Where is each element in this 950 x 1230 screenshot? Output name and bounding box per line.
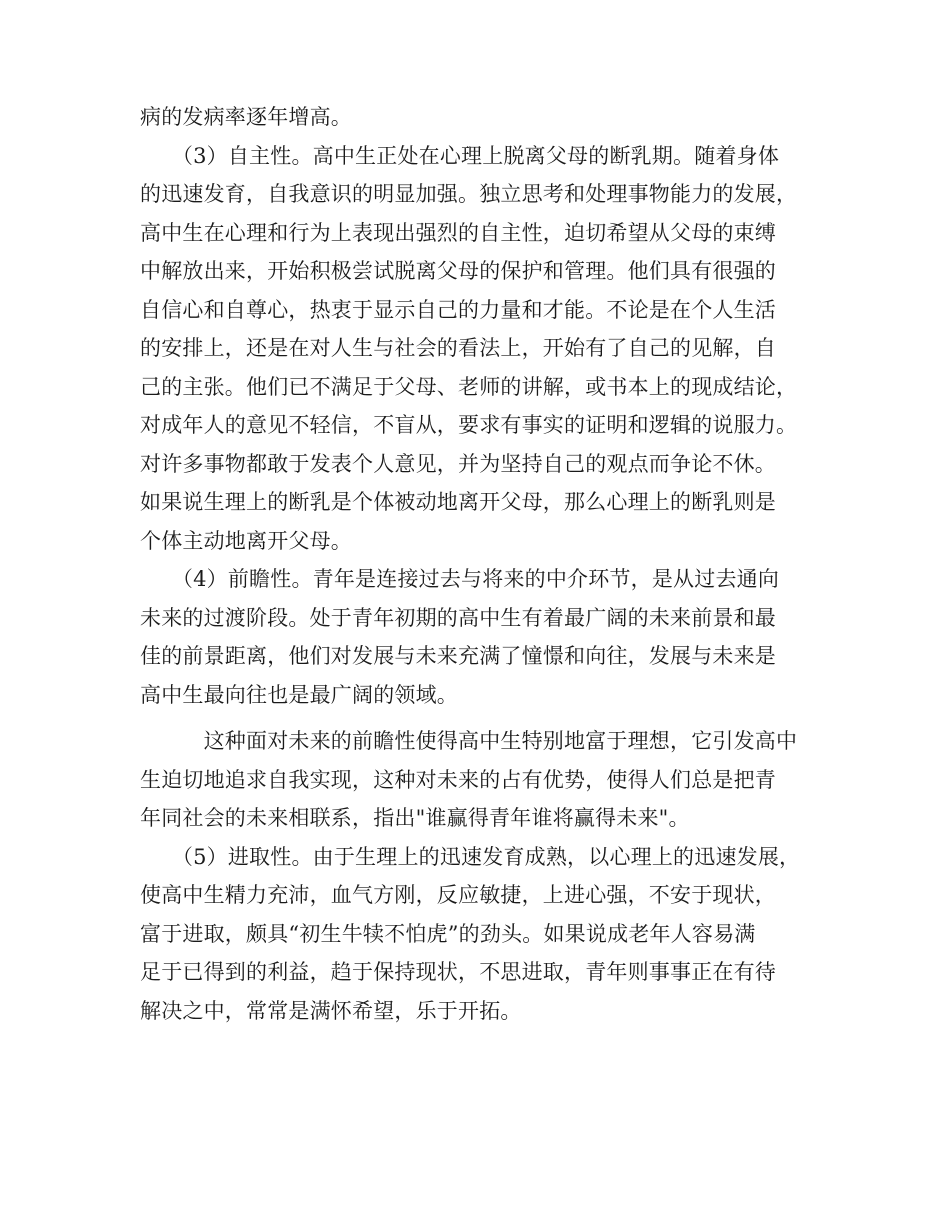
paragraph-continuation: 病的发病率逐年增高。	[140, 105, 352, 129]
paragraph-enterprising: （5）进取性。由于生理上的迅速发育成熟，以心理上的迅速发展， 使高中生精力充沛，血气方刚，反应敏捷，上进心强，不安于现状， 富于进取，颇具“初生牛犊不怕虎”的劲头。如果说成老年人容易满 足于已得到的利益，趋于保持现状，不思进取，青年则事事正在有待 解决之中，常常是满怀希望，乐于开拓。	[140, 844, 801, 1023]
paragraph-gap	[140, 714, 810, 722]
paragraph-autonomy: （3）自主性。高中生正处在心理上脱离父母的断乳期。随着身体 的迅速发育，自我意识的明显加强。独立思考和处理事物能力的发展， 高中生在心理和行为上表现出强烈的自主性，迫切希望从父母的束缚 中解放出来，开始积极尝试脱离父母的保护和管理。他们具有很强的 自信心和自尊心，热衷于显示自己的力量和才能。不论是在个人生活 的安排上，还是在对人生与社会的看法上，开始有了自己的见解，自 己的主张。他们已不满足于父母、老师的讲解，或书本上的现成结论， 对成年人的意见不轻信，不盲从，要求有事实的证明和逻辑的说服力。 对许多事物都敢于发表个人意见，并为坚持自己的观点而争论不休。 如果说生理上的断乳是个体被动地离开父母，那么心理上的断乳则是 个体主动地离开父母。	[140, 143, 798, 553]
paragraph-forward-looking: （4）前瞻性。青年是连接过去与将来的中介环节，是从过去通向 未来的过渡阶段。处于青年初期的高中生有着最广阔的未来前景和最 佳的前景距离，他们对发展与未来充满了憧憬和向往，发展与未来是 高中生最向往也是最广阔的领域。	[140, 567, 780, 707]
paragraph-ideals: 这种面对未来的前瞻性使得高中生特别地富于理想，它引发高中 生迫切地追求自我实现，这种对未来的占有优势，使得人们总是把青 年同社会的未来相联系，指出"谁赢得青年谁将赢得未来"。	[140, 729, 798, 830]
document-page	[140, 98, 810, 1030]
